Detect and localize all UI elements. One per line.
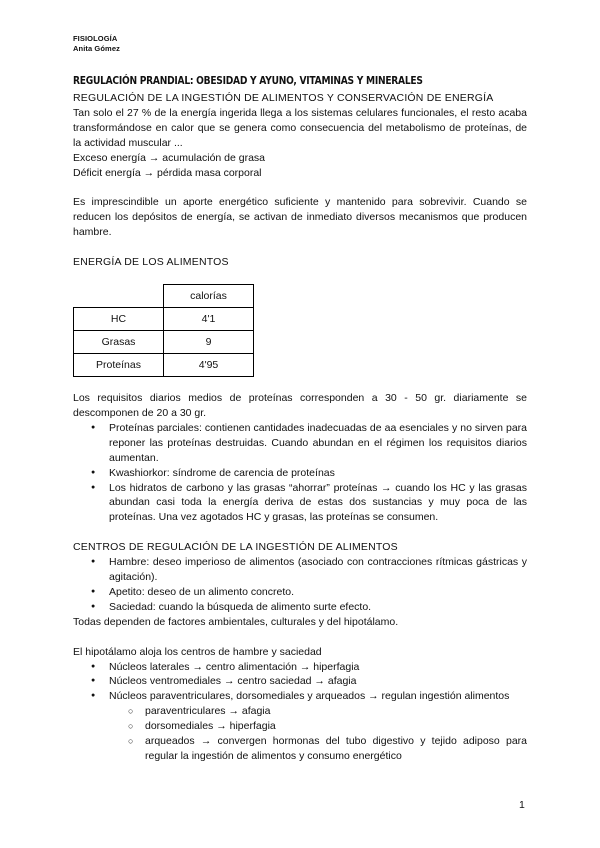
calories-table: [73, 284, 254, 377]
sublist-item: ○ arqueados → convergen hormonas del tubo digestivo y tejido adiposo para regular la ingestión de alimentos y consumo energético: [145, 734, 527, 764]
proteinas-list: [73, 421, 527, 525]
header-subject: FISIOLOGÍA: [73, 34, 118, 43]
paragraph-aporte: Es imprescindible un aporte energético suficiente y mantenido para sobrevivir. Cuando se reducen los depósitos de energía, se activan de inmediato diversos mecanismos que producen hambre.: [73, 196, 527, 239]
paragraph-requisitos: Los requisitos diarios medios de proteínas corresponden a 30 - 50 gr. diariamente se descomponen de 20 a 30 gr.: [73, 392, 527, 419]
hipotalamo-list: [73, 660, 527, 764]
list-item: ● Saciedad: cuando la búsqueda de alimento surte efecto.: [109, 600, 527, 615]
table-row: [74, 308, 254, 331]
list-item: [109, 689, 527, 764]
table-cell-value: 4'95: [164, 354, 254, 377]
sublist-item: ○ dorsomediales → hiperfagia: [145, 719, 527, 734]
table-header-calorias: calorías: [164, 285, 254, 308]
line-exceso: Exceso energía → acumulación de grasa: [73, 151, 266, 164]
document-title: REGULACIÓN PRANDIAL: OBESIDAD Y AYUNO, VITAMINAS Y MINERALES: [73, 75, 423, 87]
section-heading-centros: CENTROS DE REGULACIÓN DE LA INGESTIÓN DE ALIMENTOS: [73, 541, 398, 554]
paragraph-hipotalamo: El hipotálamo aloja los centros de hambre y saciedad: [73, 645, 322, 658]
list-item: ● Apetito: deseo de un alimento concreto.: [109, 585, 527, 600]
table-cell-label: Grasas: [74, 331, 164, 354]
table-corner-cell: [74, 285, 164, 308]
sublist-item: ○ paraventriculares → afagia: [145, 704, 527, 719]
section-heading-energia-alimentos: ENERGÍA DE LOS ALIMENTOS: [73, 256, 229, 269]
table-cell-label: HC: [74, 308, 164, 331]
table-header-row: [74, 285, 254, 308]
list-item: ● Núcleos laterales → centro alimentación → hiperfagia: [109, 660, 527, 675]
document-body: [73, 91, 527, 764]
centros-list: [73, 555, 527, 615]
list-item: ● Proteínas parciales: contienen cantidades inadecuadas de aa esenciales y no sirven para reponer las proteínas destruidas. Cuando abundan en el régimen los requisitos diarios aumentan.: [109, 421, 527, 466]
list-item: ● Kwashiorkor: síndrome de carencia de proteínas: [109, 466, 527, 481]
list-item: ● Núcleos ventromediales → centro saciedad → afagia: [109, 674, 527, 689]
list-item: ● Los hidratos de carbono y las grasas “ahorrar” proteínas → cuando los HC y las grasas abundan casi toda la energía deriva de estas dos sustancias y muy poca de las proteínas. Una vez agotados HC y grasas, las proteínas se consumen.: [109, 481, 527, 526]
nucleos-sublist: [109, 704, 527, 764]
line-deficit: Déficit energía → pérdida masa corporal: [73, 166, 262, 179]
table-cell-label: Proteínas: [74, 354, 164, 377]
table-cell-value: 9: [164, 331, 254, 354]
paragraph-dependencia: Todas dependen de factores ambientales, culturales y del hipotálamo.: [73, 615, 399, 628]
page-number: 1: [519, 799, 525, 811]
table-row: [74, 331, 254, 354]
table-row: [74, 354, 254, 377]
list-item-text: Núcleos paraventriculares, dorsomediales y arqueados → regulan ingestión alimentos: [109, 690, 510, 703]
header-author: Anita Gómez: [73, 44, 120, 53]
section-heading-regulacion: REGULACIÓN DE LA INGESTIÓN DE ALIMENTOS Y CONSERVACIÓN DE ENERGÍA: [73, 92, 494, 104]
table-cell-value: 4'1: [164, 308, 254, 331]
paragraph-energia: Tan solo el 27 % de la energía ingerida llega a los sistemas celulares funcionales, el resto acaba transformándose en calor que se genera como consecuencia del metabolismo de proteínas, de la actividad muscular ...: [73, 106, 527, 149]
list-item: ● Hambre: deseo imperioso de alimentos (asociado con contracciones rítmicas gástricas y agitación).: [109, 555, 527, 585]
page-header: [73, 34, 120, 54]
